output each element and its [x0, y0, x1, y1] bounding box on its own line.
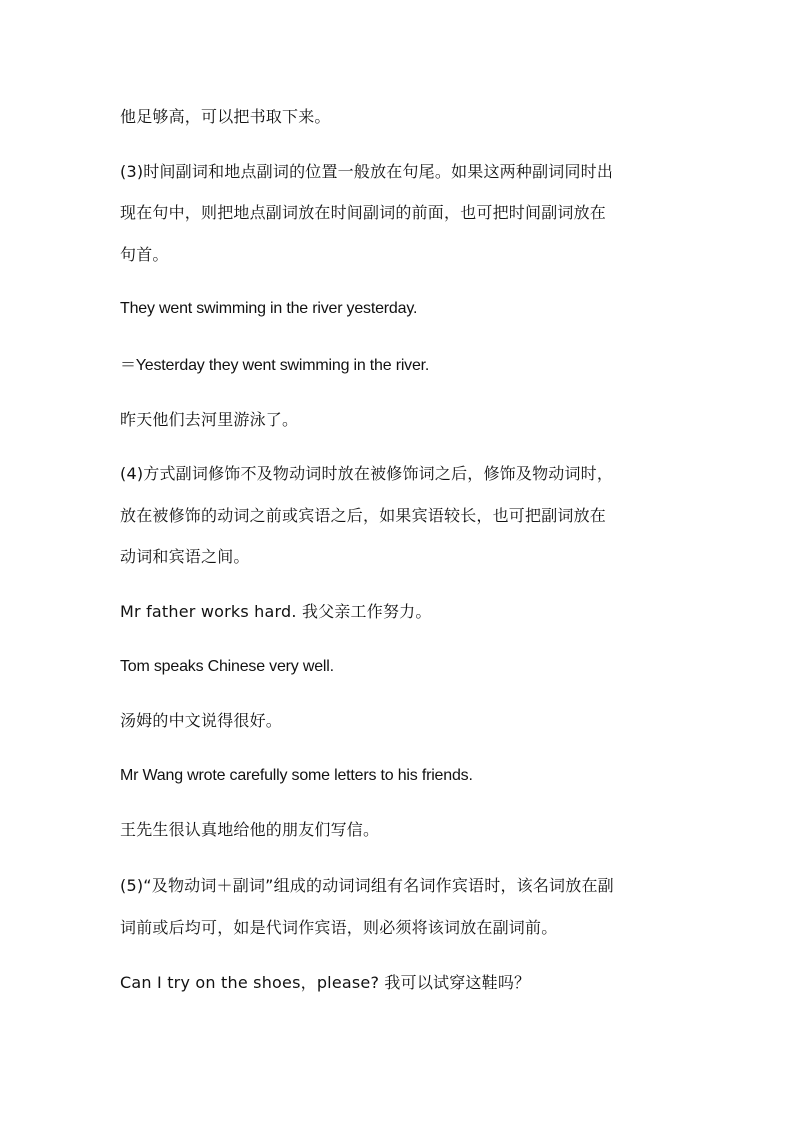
- text-line: 放在被修饰的动词之前或宾语之后，如果宾语较长，也可把副词放在: [120, 506, 607, 525]
- text-line: (4)方式副词修饰不及物动词时放在被修饰词之后，修饰及物动词时，: [120, 464, 614, 483]
- text-line: 他足够高，可以把书取下来。: [120, 107, 331, 126]
- text-line: ＝Yesterday they went swimming in the river.: [120, 357, 430, 374]
- text-line: (5)“及物动词＋副词”组成的动词词组有名词作宾语时，该名词放在副: [120, 876, 614, 895]
- text-line: 词前或后均可，如是代词作宾语，则必须将该词放在副词前。: [120, 918, 558, 937]
- text-line: Can I try on the shoes，please? 我可以试穿这鞋吗？: [120, 973, 531, 992]
- text-line: They went swimming in the river yesterday.: [120, 300, 418, 317]
- text-line: 动词和宾语之间。: [120, 547, 250, 566]
- text-line: 昨天他们去河里游泳了。: [120, 410, 299, 429]
- text-line: 句首。: [120, 245, 169, 264]
- text-line: (3)时间副词和地点副词的位置一般放在句尾。如果这两种副词同时出: [120, 162, 614, 181]
- text-line: 汤姆的中文说得很好。: [120, 711, 283, 730]
- text-line: 王先生很认真地给他的朋友们写信。: [120, 820, 380, 839]
- text-line: Mr father works hard. 我父亲工作努力。: [120, 602, 432, 621]
- text-line: 现在句中，则把地点副词放在时间副词的前面，也可把时间副词放在: [120, 203, 607, 222]
- text-line: Tom speaks Chinese very well.: [120, 658, 334, 675]
- text-line: Mr Wang wrote carefully some letters to his friends.: [120, 767, 473, 784]
